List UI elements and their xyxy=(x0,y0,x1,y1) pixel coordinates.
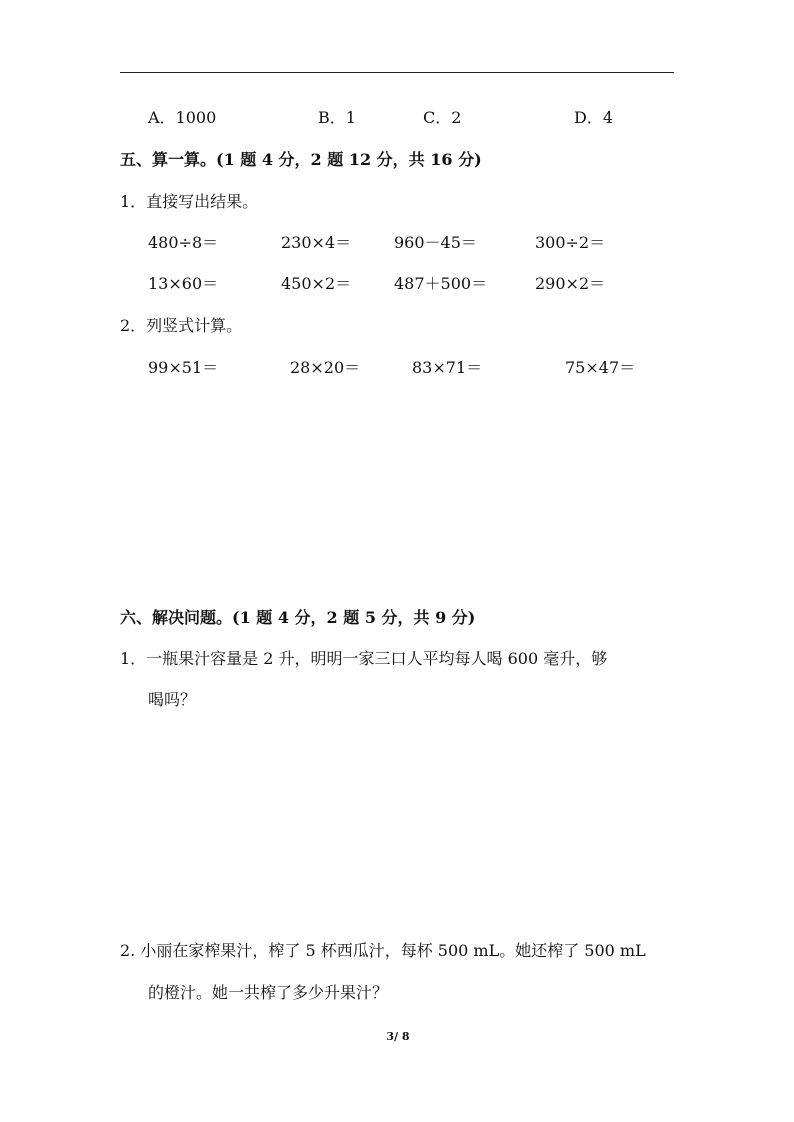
option-a: A．1000 xyxy=(148,108,217,127)
page-number: 3/ 8 xyxy=(386,1030,410,1043)
section6-heading: 六、解决问题。(1 题 4 分，2 题 5 分，共 9 分) xyxy=(120,608,476,627)
option-b: B．1 xyxy=(318,108,356,127)
option-c: C．2 xyxy=(423,108,462,127)
calc-item: 960－45＝ xyxy=(394,233,477,252)
section5-q1-label: 1．直接写出结果。 xyxy=(120,192,259,211)
calc-item: 300÷2＝ xyxy=(535,233,606,252)
section6-q1-line2: 喝吗？ xyxy=(148,690,197,709)
vertical-calc-item: 75×47＝ xyxy=(565,358,636,377)
option-d: D．4 xyxy=(574,108,614,127)
calc-item: 13×60＝ xyxy=(148,274,219,293)
vertical-calc-item: 28×20＝ xyxy=(290,358,361,377)
calc-item: 487＋500＝ xyxy=(394,274,488,293)
section5-q2-label: 2．列竖式计算。 xyxy=(120,316,243,335)
section5-heading: 五、算一算。(1 题 4 分，2 题 12 分，共 16 分) xyxy=(120,150,482,169)
section6-q2-line1: 2. 小丽在家榨果汁，榨了 5 杯西瓜汁，每杯 500 mL。她还榨了 500 mL xyxy=(120,941,646,960)
calc-item: 450×2＝ xyxy=(281,274,352,293)
vertical-calc-item: 83×71＝ xyxy=(412,358,483,377)
section6-q2-line2: 的橙汁。她一共榨了多少升果汁？ xyxy=(148,983,389,1002)
vertical-calc-item: 99×51＝ xyxy=(148,358,219,377)
calc-item: 290×2＝ xyxy=(535,274,606,293)
calc-item: 480÷8＝ xyxy=(148,233,219,252)
header-rule xyxy=(120,72,674,73)
calc-item: 230×4＝ xyxy=(281,233,352,252)
section6-q1-line1: 1．一瓶果汁容量是 2 升，明明一家三口人平均每人喝 600 毫升，够 xyxy=(120,649,608,668)
